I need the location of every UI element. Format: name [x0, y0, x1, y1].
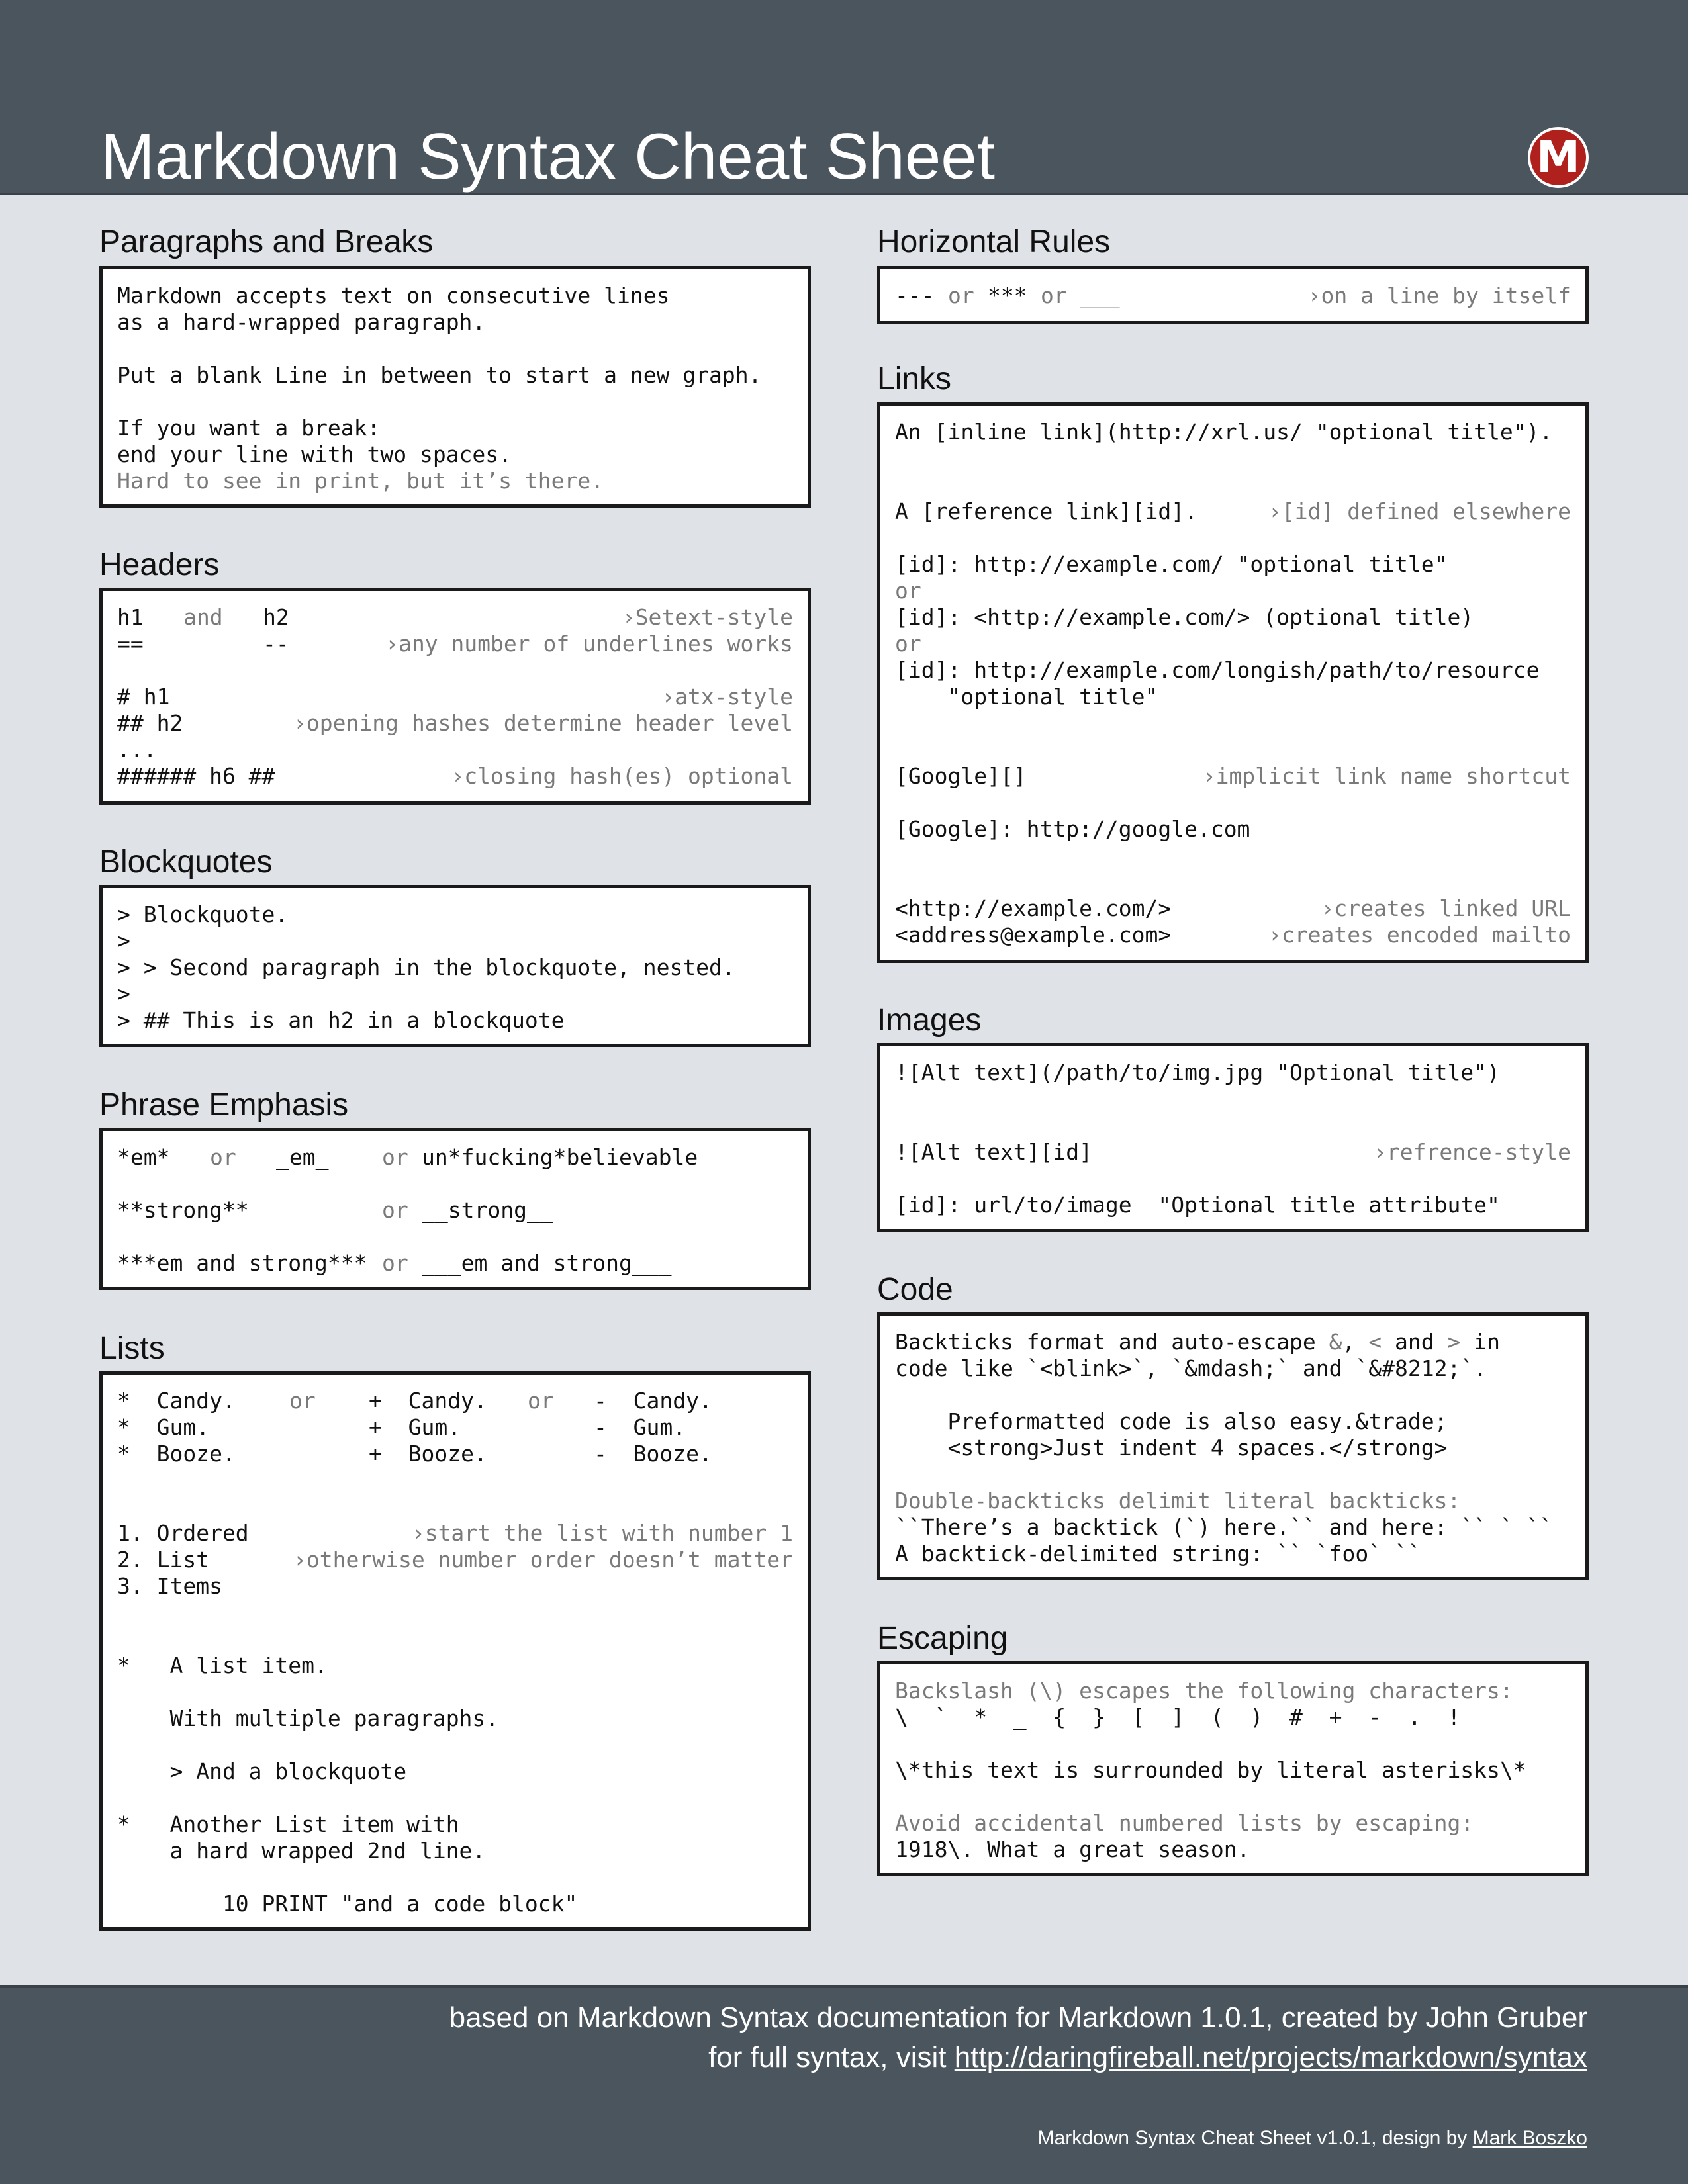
links-or: or: [895, 578, 921, 604]
images-note: ›refrence-style: [1373, 1139, 1571, 1165]
headers-note: ›closing hash(es) optional: [451, 763, 793, 789]
links-auto: <address@example.com>: [895, 922, 1172, 948]
links-def: [id]: http://example.com/longish/path/to/resource: [895, 657, 1540, 683]
code-line: Preformatted code is also easy.&trade;: [895, 1408, 1448, 1434]
links-note: ›creates encoded mailto: [1268, 922, 1571, 948]
code-line: ``There’s a backtick (`) here.`` and here: `` ` ``: [895, 1514, 1553, 1540]
images-heading: Images: [877, 1003, 982, 1038]
links-note: ›implicit link name shortcut: [1202, 763, 1571, 789]
blockquotes-box: [99, 885, 811, 1047]
list-bullet: - Candy.: [594, 1388, 712, 1414]
paragraphs-heading: Paragraphs and Breaks: [99, 224, 434, 259]
designer-link[interactable]: Mark Boszko: [1472, 2127, 1587, 2149]
headers-note: ›atx-style: [661, 684, 793, 709]
code-line-1: Backticks format and auto-escape &, < and > in: [895, 1329, 1500, 1355]
list-bullet: + Candy.: [369, 1388, 487, 1414]
links-note: ›creates linked URL: [1321, 895, 1571, 921]
markdown-logo: [1528, 127, 1589, 188]
escaping-box: [877, 1661, 1589, 1876]
escaping-line: \*this text is surrounded by literal asterisks\*: [895, 1757, 1526, 1783]
ordered-note: ›start the list with number 1: [411, 1520, 793, 1546]
ordered-item: 2. List: [117, 1547, 210, 1572]
links-auto: <http://example.com/>: [895, 895, 1172, 921]
list-bullet: * Gum.: [117, 1414, 210, 1440]
blockquote-line: > Blockquote.: [117, 901, 289, 927]
links-implicit: [Google][]: [895, 763, 1027, 789]
rule-code: ___: [1080, 283, 1120, 308]
links-def: [id]: <http://example.com/> (optional title): [895, 604, 1474, 630]
headers-and: and: [183, 604, 223, 630]
headers-underline-1: ==: [117, 631, 144, 657]
complex-list-line: * Another List item with: [117, 1811, 459, 1837]
list-bullet: * Booze.: [117, 1441, 236, 1467]
headers-code: ###### h6 ##: [117, 763, 275, 789]
emphasis-code: **strong**: [117, 1197, 249, 1223]
escaping-line: 1918\. What a great season.: [895, 1837, 1250, 1862]
headers-h1: h1: [117, 604, 144, 630]
blockquote-line: > > Second paragraph in the blockquote, nested.: [117, 954, 735, 980]
rules-box: [877, 266, 1589, 324]
lists-or: or: [528, 1388, 554, 1414]
rule-code: ---: [895, 283, 935, 308]
escaping-note: Backslash (\) escapes the following characters:: [895, 1678, 1513, 1704]
code-heading: Code: [877, 1272, 953, 1307]
code-line: A backtick-delimited string: `` `foo` ``: [895, 1541, 1421, 1567]
paragraphs-note: Hard to see in print, but it’s there.: [117, 468, 604, 494]
headers-note: ›any number of underlines works: [385, 631, 793, 657]
logo-letter: M: [1536, 132, 1580, 183]
blockquote-line: >: [117, 981, 130, 1007]
blockquotes-heading: Blockquotes: [99, 844, 273, 880]
links-box: [877, 402, 1589, 963]
headers-box: [99, 588, 811, 805]
paragraphs-line: end your line with two spaces.: [117, 441, 512, 467]
blockquote-line: > ## This is an h2 in a blockquote: [117, 1007, 565, 1033]
rules-or: or: [948, 283, 974, 308]
footer-source: based on Markdown Syntax documentation for Markdown 1.0.1, created by John Gruber: [449, 2001, 1587, 2034]
emphasis-code: __strong__: [422, 1197, 553, 1223]
rules-or: or: [1041, 283, 1067, 308]
links-note: ›[id] defined elsewhere: [1268, 498, 1571, 524]
emphasis-or: or: [382, 1250, 408, 1276]
footer-syntax-prefix: for full syntax, visit: [708, 2041, 955, 2073]
images-ref: ![Alt text][id]: [895, 1139, 1093, 1165]
rules-note: ›on a line by itself: [1307, 283, 1571, 308]
ordered-item: 3. Items: [117, 1573, 222, 1599]
footer-credit-prefix: Markdown Syntax Cheat Sheet v1.0.1, design by: [1037, 2127, 1473, 2149]
emphasis-or: or: [382, 1197, 408, 1223]
footer-bar: [0, 1985, 1688, 2184]
blockquote-line: >: [117, 928, 130, 954]
emphasis-or: or: [382, 1144, 408, 1170]
header-bar: [0, 0, 1688, 195]
complex-list-line: * A list item.: [117, 1653, 328, 1678]
lists-or: or: [289, 1388, 316, 1414]
paragraphs-line: Markdown accepts text on consecutive lines: [117, 283, 670, 308]
list-bullet: + Booze.: [369, 1441, 487, 1467]
escaping-heading: Escaping: [877, 1621, 1008, 1656]
emphasis-code: un*fucking*believable: [422, 1144, 698, 1170]
links-inline: An [inline link](http://xrl.us/ "optional title").: [895, 419, 1553, 445]
paragraphs-line: If you want a break:: [117, 415, 381, 441]
links-ref: A [reference link][id].: [895, 498, 1197, 524]
syntax-link[interactable]: http://daringfireball.net/projects/markdown/syntax: [954, 2041, 1587, 2073]
footer-credit: [1038, 2127, 1587, 2150]
links-heading: Links: [877, 361, 952, 396]
code-line: <strong>Just indent 4 spaces.</strong>: [895, 1435, 1448, 1461]
emphasis-or: or: [210, 1144, 236, 1170]
headers-heading: Headers: [99, 547, 220, 582]
links-def: [id]: http://example.com/ "optional title": [895, 551, 1448, 577]
headers-code: # h1: [117, 684, 170, 709]
escaping-line: \ ` * _ { } [ ] ( ) # + - . !: [895, 1704, 1461, 1730]
paragraphs-box: [99, 266, 811, 508]
ordered-item: 1. Ordered: [117, 1520, 249, 1546]
page-title: Markdown Syntax Cheat Sheet: [101, 120, 995, 193]
code-box: [877, 1312, 1589, 1580]
headers-note: ›Setext-style: [622, 604, 793, 630]
code-note: Double-backticks delimit literal backticks:: [895, 1488, 1461, 1514]
headers-h2: h2: [263, 604, 289, 630]
headers-underline-2: --: [263, 631, 289, 657]
emphasis-box: [99, 1128, 811, 1290]
emphasis-code: ***em and strong***: [117, 1250, 367, 1276]
rule-code: ***: [988, 283, 1027, 308]
list-bullet: * Candy.: [117, 1388, 236, 1414]
emphasis-heading: Phrase Emphasis: [99, 1087, 349, 1122]
headers-code: ...: [117, 737, 157, 762]
list-bullet: - Booze.: [594, 1441, 712, 1467]
links-google: [Google]: http://google.com: [895, 816, 1250, 842]
complex-list-line: > And a blockquote: [117, 1758, 407, 1784]
lists-heading: Lists: [99, 1331, 165, 1366]
complex-list-line: 10 PRINT "and a code block": [117, 1891, 578, 1917]
paragraphs-line: as a hard-wrapped paragraph.: [117, 309, 486, 335]
complex-list-line: With multiple paragraphs.: [117, 1706, 499, 1731]
rules-heading: Horizontal Rules: [877, 224, 1111, 259]
images-def: [id]: url/to/image "Optional title attribute": [895, 1192, 1500, 1218]
headers-note: ›opening hashes determine header level: [293, 710, 793, 736]
images-inline: ![Alt text](/path/to/img.jpg "Optional title"): [895, 1060, 1500, 1085]
paragraphs-line: Put a blank Line in between to start a new graph.: [117, 362, 762, 388]
emphasis-code: ___em and strong___: [422, 1250, 672, 1276]
emphasis-code: *em*: [117, 1144, 170, 1170]
links-def: "optional title": [895, 684, 1158, 709]
ordered-note: ›otherwise number order doesn’t matter: [293, 1547, 793, 1572]
links-or: or: [895, 631, 921, 657]
headers-code: ## h2: [117, 710, 183, 736]
emphasis-code: _em_: [276, 1144, 329, 1170]
complex-list-line: a hard wrapped 2nd line.: [117, 1838, 486, 1864]
code-line: code like `<blink>`, `&mdash;` and `&#8212;`.: [895, 1355, 1487, 1381]
list-bullet: + Gum.: [369, 1414, 461, 1440]
images-box: [877, 1043, 1589, 1232]
list-bullet: - Gum.: [594, 1414, 686, 1440]
lists-box: [99, 1371, 811, 1931]
footer-syntax-line: [708, 2041, 1587, 2074]
escaping-note: Avoid accidental numbered lists by escaping:: [895, 1810, 1474, 1836]
